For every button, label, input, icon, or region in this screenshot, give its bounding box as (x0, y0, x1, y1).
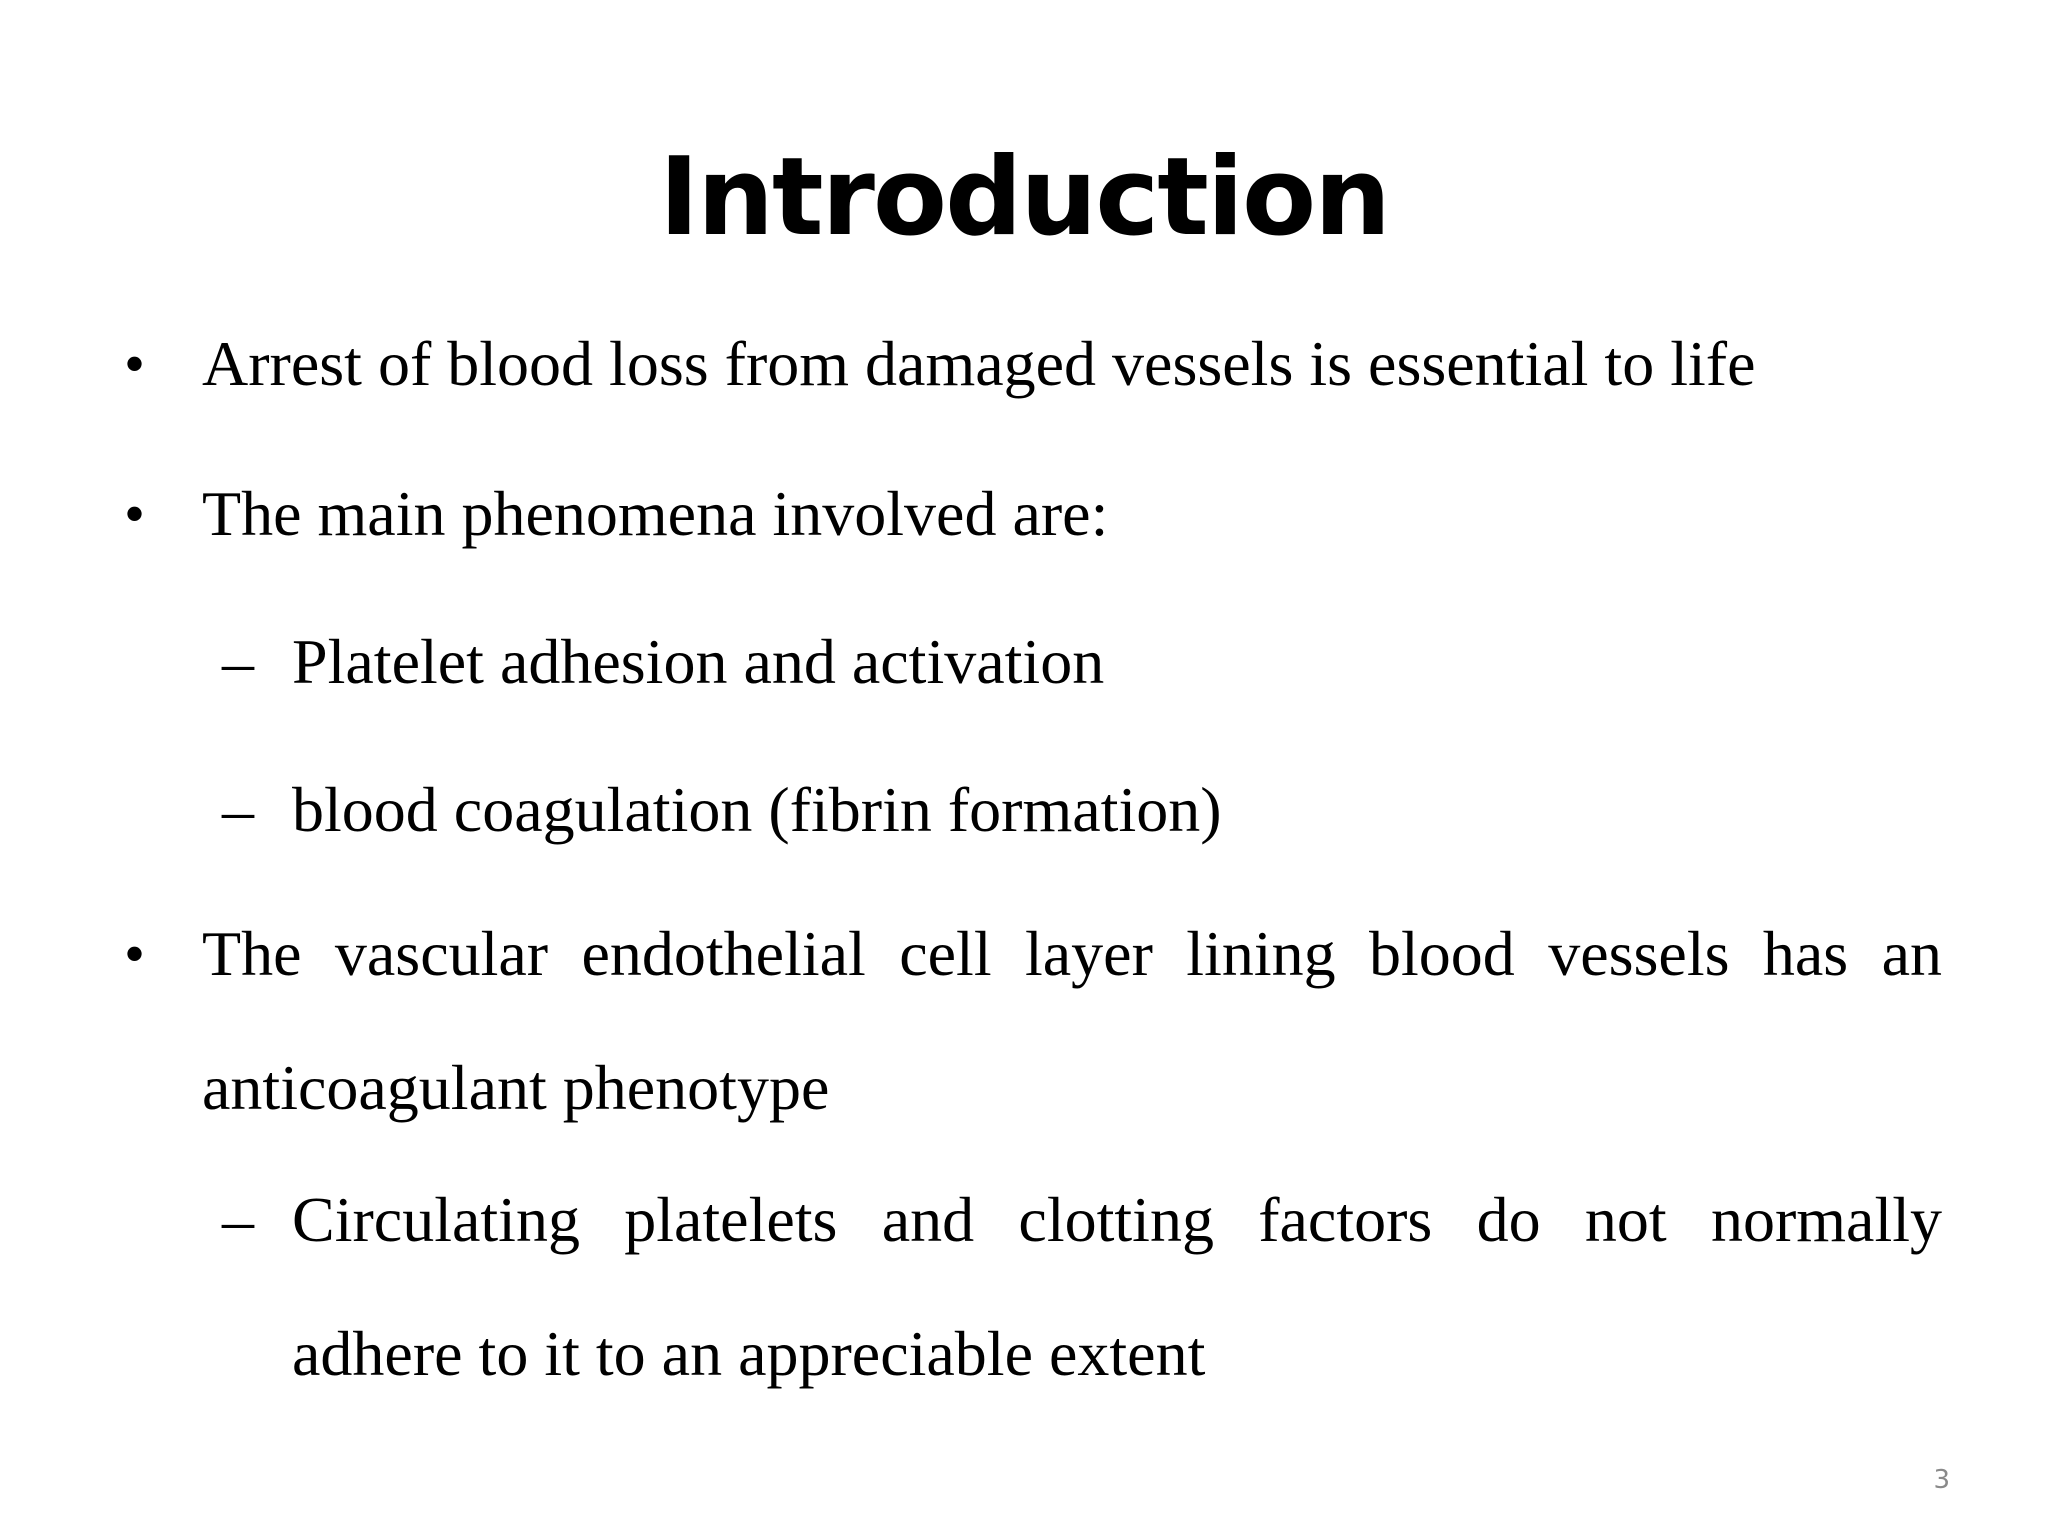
page-number: 3 (1933, 1465, 1950, 1495)
dash-symbol: – (222, 774, 254, 845)
sub-bullet-text (292, 1180, 1942, 1448)
bullet-symbol: • (124, 921, 146, 987)
dash-symbol: – (222, 626, 254, 697)
bullet-text: Arrest of blood loss from damaged vessels is essential to life (202, 328, 1756, 399)
sub-bullet-text: blood coagulation (fibrin formation) (292, 774, 1222, 845)
sub-bullet-text: Platelet adhesion and activation (292, 626, 1105, 697)
dash-symbol: – (222, 1184, 254, 1255)
bullet-text (202, 914, 1942, 1182)
sub-bullet-text-line: Circulating platelets and clotting factors do not normally (292, 1184, 1942, 1255)
bullet-text-line: anticoagulant phenotype (202, 1052, 830, 1123)
sub-bullet-text-line: adhere to it to an appreciable extent (292, 1318, 1206, 1389)
bullet-text-line: The vascular endothelial cell layer lining blood vessels has an (202, 918, 1942, 989)
slide-title: Introduction (658, 135, 1390, 260)
bullet-symbol: • (124, 481, 146, 547)
bullet-text: The main phenomena involved are: (202, 478, 1109, 549)
bullet-symbol: • (124, 331, 146, 397)
